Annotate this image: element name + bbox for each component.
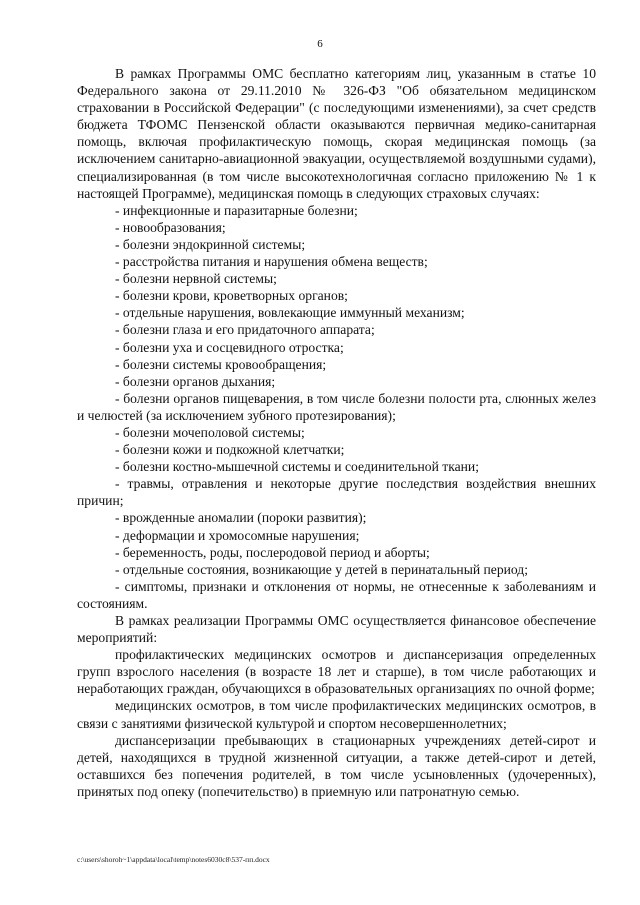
- insured-cases-list: [77, 202, 596, 612]
- list-item: - врожденные аномалии (пороки развития);: [115, 510, 367, 526]
- document-body: [77, 65, 596, 800]
- list-item: - инфекционные и паразитарные болезни;: [115, 202, 358, 218]
- list-item: - болезни крови, кроветворных органов;: [115, 288, 348, 304]
- financing-intro-paragraph: В рамках реализации Программы ОМС осуществляется финансовое обеспечение мероприятий:: [77, 613, 596, 646]
- list-item: - деформации и хромосомные нарушения;: [115, 527, 360, 543]
- list-item: - болезни костно-мышечной системы и соединительной ткани;: [115, 459, 479, 475]
- list-item: - болезни эндокринной системы;: [115, 236, 306, 252]
- intro-paragraph: В рамках Программы ОМС бесплатно категориям лиц, указанным в статье 10 Федерального закона от 29.11.2010 № 326-ФЗ "Об обязательном медицинском страховании в Российской Федерации" (с последующими изменениями), за счет средств бюджета ТФОМС Пензенской области оказываются первичная медико-санитарная помощь, включая профилактическую помощь, скорая медицинская помощь (за исключением санитарно-авиационной эвакуации, осуществляемой воздушными судами), специализированная (в том числе высокотехнологичная согласно приложению № 1 к настоящей Программе), медицинская помощь в следующих страховых случаях:: [77, 66, 596, 201]
- file-path-footer: c:\users\shoroh~1\appdata\local\temp\notes6030c8\537-пп.docx: [77, 855, 270, 864]
- list-item: - болезни кожи и подкожной клетчатки;: [115, 442, 345, 458]
- list-item: - болезни уха и сосцевидного отростка;: [115, 339, 344, 355]
- list-item: - болезни органов пищеварения, в том числе болезни полости рта, слюнных желез и челюстей (за исключением зубного протезирования);: [77, 390, 596, 423]
- list-item: - отдельные состояния, возникающие у детей в перинатальный период;: [115, 561, 528, 577]
- measure-paragraph: медицинских осмотров, в том числе профилактических медицинских осмотров, в связи с занятиями физической культурой и спортом несовершеннолетних;: [77, 698, 596, 731]
- list-item: - расстройства питания и нарушения обмена веществ;: [115, 254, 428, 270]
- page-number: 6: [317, 38, 323, 50]
- list-item: - новообразования;: [115, 219, 226, 235]
- list-item: - болезни системы кровообращения;: [115, 356, 327, 372]
- list-item: - болезни нервной системы;: [115, 271, 277, 287]
- measure-paragraph: диспансеризации пребывающих в стационарных учреждениях детей-сирот и детей, находящихся в трудной жизненной ситуации, а также детей-сирот и детей, оставшихся без попечения родителей, в том числе усыновленных (удочеренных), принятых под опеку (попечительство) в приемную или патронатную семью.: [77, 732, 596, 799]
- list-item: - отдельные нарушения, вовлекающие иммунный механизм;: [115, 305, 465, 321]
- list-item: - болезни глаза и его придаточного аппарата;: [115, 322, 375, 338]
- list-item: - травмы, отравления и некоторые другие последствия воздействия внешних причин;: [77, 476, 596, 509]
- list-item: - симптомы, признаки и отклонения от нормы, не отнесенные к заболеваниям и состояниям.: [77, 578, 596, 611]
- list-item: - болезни мочеполовой системы;: [115, 424, 305, 440]
- list-item: - болезни органов дыхания;: [115, 373, 276, 389]
- measure-paragraph: профилактических медицинских осмотров и диспансеризация определенных групп взрослого населения (в возрасте 18 лет и старше), в том числе работающих и неработающих граждан, обучающихся в образовательных организациях по очной форме;: [77, 647, 596, 697]
- list-item: - беременность, роды, послеродовой период и аборты;: [115, 544, 430, 560]
